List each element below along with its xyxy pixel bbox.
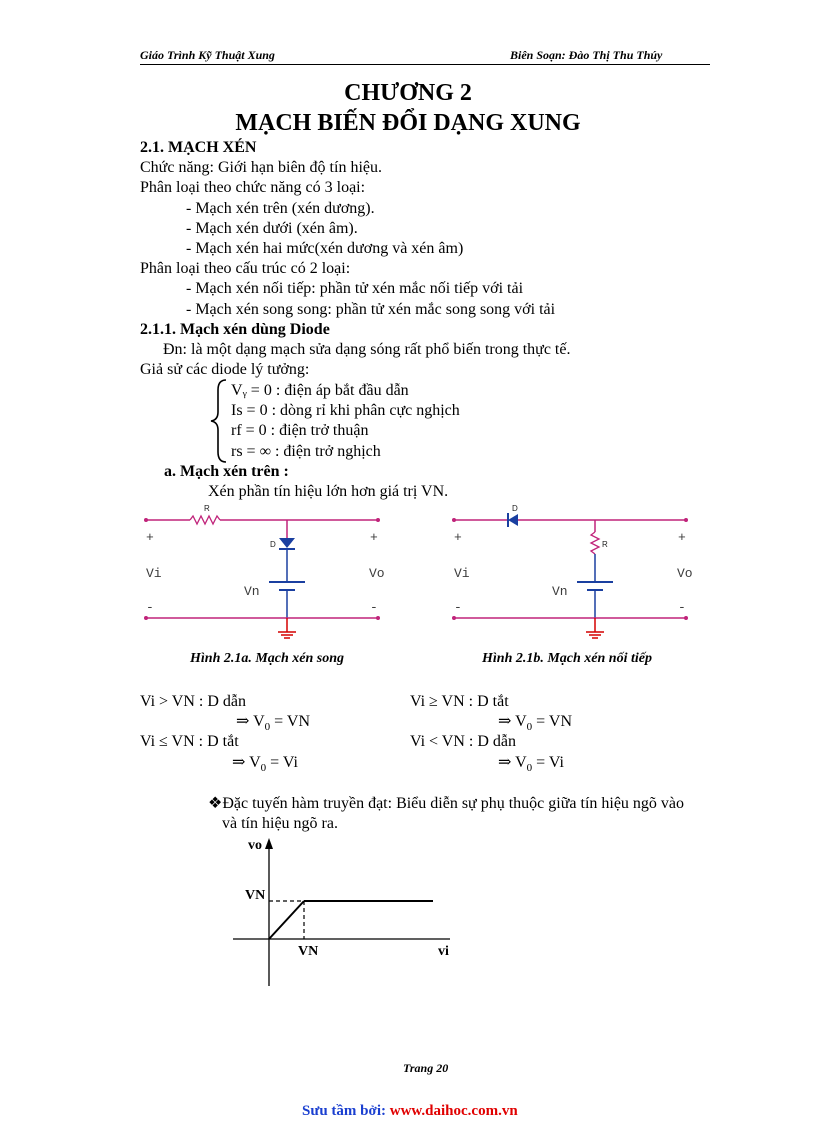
y-axis-label: vo <box>248 838 262 853</box>
credit: Sưu tầm bởi: www.daihoc.com.vn <box>302 1103 518 1119</box>
terminal <box>452 518 456 522</box>
list-item: - Mạch xén nối tiếp: phần tử xén mắc nối tiếp với tải <box>186 280 524 297</box>
transfer-characteristic-graph <box>225 836 465 996</box>
label-vi: Vi <box>454 566 470 581</box>
label-minus-out: - <box>370 600 378 615</box>
terminal <box>144 518 148 522</box>
label-vn: Vn <box>552 584 568 599</box>
diamond-bullet-icon: ❖ <box>208 795 223 812</box>
transfer-ramp <box>269 901 304 939</box>
label-vo: Vo <box>369 566 385 581</box>
caption-figure-a: Hình 2.1a. Mạch xén song <box>190 651 345 666</box>
result-b-1: ⇒ $V_0$ = VN <box>498 713 573 734</box>
classification-structure: Phân loại theo cấu trúc có 2 loại: <box>140 260 351 277</box>
terminal <box>376 616 380 620</box>
list-item: - Mạch xén hai mức(xén dương và xén âm) <box>186 240 464 257</box>
label-d: D <box>512 504 518 513</box>
terminal <box>452 616 456 620</box>
label-minus-in: - <box>146 600 154 615</box>
result-a-1: ⇒ $V_0$ = VN <box>236 713 311 734</box>
label-plus-out: + <box>370 530 378 545</box>
list-item: - Mạch xén dưới (xén âm). <box>186 220 358 237</box>
label-plus-out: + <box>678 530 686 545</box>
condition-rs: rs = ∞ : điện trở nghịch <box>231 443 381 460</box>
result-a-2: ⇒ $V_0 = Vi$ <box>232 754 298 775</box>
label-vn: Vn <box>244 584 260 599</box>
label-plus-in: + <box>454 530 462 545</box>
function-line: Chức năng: Giới hạn biên độ tín hiệu. <box>140 159 382 176</box>
resistor-icon <box>190 516 220 524</box>
condition-a-1: Vi > VN : D dẫn <box>140 693 246 710</box>
part-a-heading: a. Mạch xén trên : <box>164 463 289 480</box>
definition: Đn: là một dạng mạch sửa dạng sóng rất phổ biến trong thực tế. <box>163 341 571 358</box>
terminal <box>376 518 380 522</box>
label-vi: Vi <box>146 566 162 581</box>
label-minus-out: - <box>678 600 686 615</box>
vn-y-label: VN <box>245 888 266 903</box>
condition-rf: rf = 0 : điện trở thuận <box>231 422 369 439</box>
label-r: R <box>602 540 608 549</box>
diode-icon <box>508 514 518 526</box>
label-plus-in: + <box>146 530 154 545</box>
terminal <box>684 518 688 522</box>
circuit-parallel-clipper <box>140 500 390 645</box>
label-vo: Vo <box>677 566 693 581</box>
header-left: Giáo Trình Kỹ Thuật Xung <box>140 48 275 62</box>
subsection-heading: 2.1.1. Mạch xén dùng Diode <box>140 321 330 338</box>
label-r: R <box>204 504 210 513</box>
list-item: - Mạch xén trên (xén dương). <box>186 200 375 217</box>
header-rule <box>140 64 710 65</box>
condition-b-1: Vi ≥ VN : D tắt <box>410 693 509 710</box>
condition-is: Is = 0 : dòng rỉ khi phân cực nghịch <box>231 402 460 419</box>
part-a-description: Xén phần tín hiệu lớn hơn giá trị VN. <box>208 483 449 500</box>
condition-vgamma: Vᵧ = 0 : điện áp bắt đầu dẫn <box>231 382 409 399</box>
label-minus-in: - <box>454 600 462 615</box>
classification-function: Phân loại theo chức năng có 3 loại: <box>140 179 366 196</box>
terminal <box>684 616 688 620</box>
resistor-icon <box>591 532 599 554</box>
terminal <box>144 616 148 620</box>
assumption: Giả sử các diode lý tưởng: <box>140 361 310 378</box>
list-item: - Mạch xén song song: phần tử xén mắc song song với tải <box>186 301 556 318</box>
transfer-description-cont: và tín hiệu ngõ ra. <box>222 815 338 832</box>
x-axis-label: vi <box>438 944 449 959</box>
header-right: Biên Soạn: Đào Thị Thu Thúy <box>510 48 663 62</box>
condition-b-2: Vi < VN : D dẫn <box>410 733 516 750</box>
chapter-title: MẠCH BIẾN ĐỔI DẠNG XUNG <box>235 110 581 136</box>
credit-link[interactable]: www.daihoc.com.vn <box>389 1103 518 1119</box>
section-heading: 2.1. MẠCH XÉN <box>140 139 257 156</box>
transfer-description: ❖Đặc tuyến hàm truyền đạt: Biểu diễn sự phụ thuộc giữa tín hiệu ngõ vào <box>208 795 685 812</box>
condition-a-2: Vi ≤ VN : D tắt <box>140 733 239 750</box>
brace-icon <box>208 378 232 464</box>
vn-x-label: VN <box>298 944 319 959</box>
diode-icon <box>279 538 295 548</box>
page-number: Trang 20 <box>403 1061 449 1075</box>
label-d: D <box>270 540 276 549</box>
caption-figure-b: Hình 2.1b. Mạch xén nối tiếp <box>482 651 652 666</box>
chapter-number: CHƯƠNG 2 <box>344 80 472 106</box>
result-b-2: ⇒ $V_0 = Vi$ <box>498 754 564 775</box>
y-axis-arrow-icon <box>265 838 273 849</box>
circuit-series-clipper <box>448 500 698 645</box>
